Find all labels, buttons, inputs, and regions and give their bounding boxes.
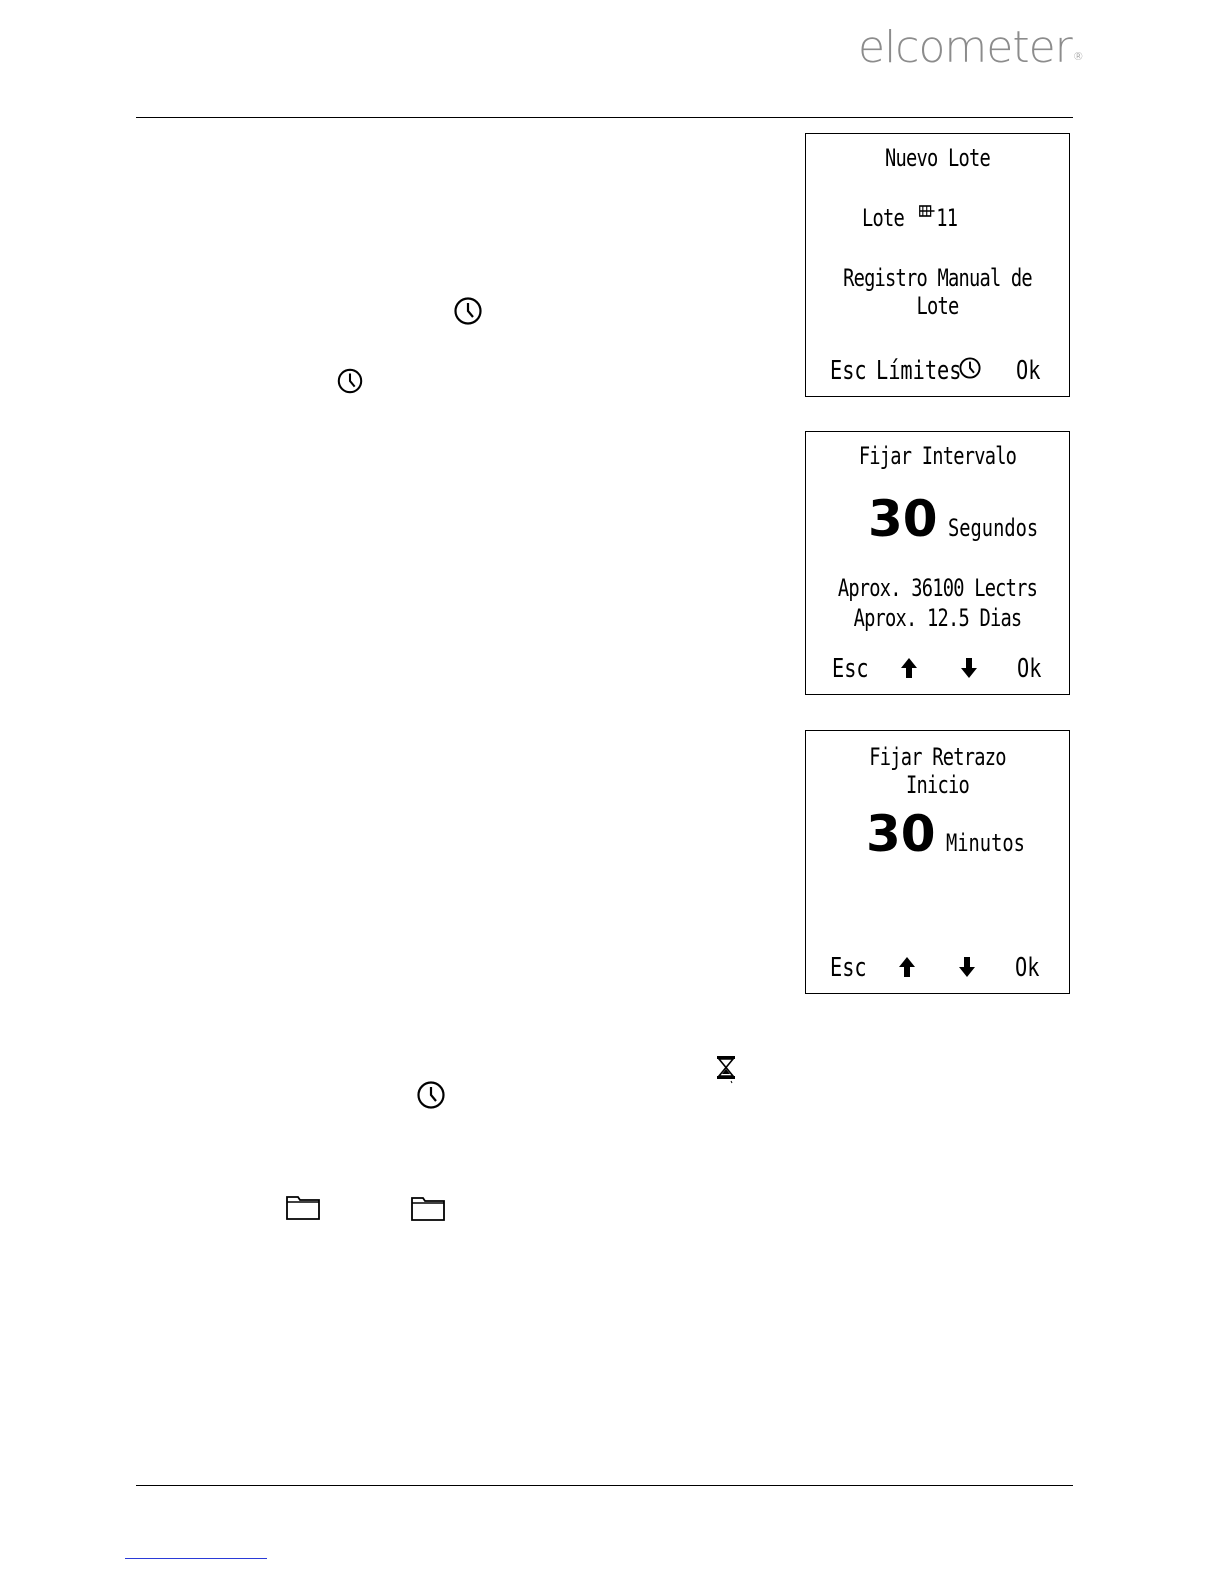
batch-label: Lote bbox=[862, 204, 904, 232]
clock-icon bbox=[336, 367, 364, 395]
softkey-esc[interactable]: Esc bbox=[832, 654, 869, 684]
softkey-ok[interactable]: Ok bbox=[1015, 953, 1040, 983]
softkey-ok[interactable]: Ok bbox=[1017, 654, 1042, 684]
interval-unit: Segundos bbox=[947, 514, 1038, 542]
delay-value-row bbox=[866, 805, 1047, 863]
clock-icon[interactable] bbox=[958, 356, 982, 380]
footer-link-underline[interactable] bbox=[125, 1558, 267, 1559]
elcometer-logo bbox=[858, 22, 1083, 73]
down-arrow-icon[interactable] bbox=[958, 656, 980, 680]
down-arrow-icon[interactable] bbox=[956, 955, 978, 979]
batch-icon bbox=[919, 204, 936, 220]
screen-title: Fijar Retrazo Inicio bbox=[869, 743, 1006, 799]
up-arrow-icon[interactable] bbox=[898, 656, 920, 680]
lcd-screen-set-interval bbox=[805, 431, 1070, 695]
softkey-esc[interactable]: Esc bbox=[830, 953, 867, 983]
clock-icon bbox=[416, 1080, 446, 1110]
softkey-esc[interactable]: Esc bbox=[830, 356, 867, 386]
up-arrow-icon[interactable] bbox=[896, 955, 918, 979]
softkey-ok[interactable]: Ok bbox=[1016, 356, 1041, 386]
interval-value: 30 bbox=[868, 490, 938, 548]
delay-value: 30 bbox=[866, 805, 936, 863]
batch-number: 11 bbox=[936, 204, 958, 232]
interval-value-row bbox=[868, 490, 1063, 548]
approx-days: Aprox. 12.5 Dias bbox=[853, 604, 1022, 632]
screen-title: Nuevo Lote bbox=[885, 144, 990, 172]
hourglass-icon bbox=[715, 1054, 737, 1084]
screen-title: Fijar Intervalo bbox=[858, 442, 1017, 470]
mode-label: Registro Manual de Lote bbox=[843, 264, 1032, 320]
logo-text: elcometer bbox=[858, 22, 1072, 73]
batch-line bbox=[862, 204, 957, 232]
clock-icon bbox=[453, 296, 483, 326]
lcd-screen-new-batch bbox=[805, 133, 1070, 397]
registered-mark: ® bbox=[1072, 50, 1083, 63]
delay-unit: Minutos bbox=[945, 829, 1025, 857]
header-rule bbox=[136, 117, 1073, 118]
softkey-limits[interactable]: Límites bbox=[876, 356, 962, 386]
folder-icon bbox=[410, 1194, 446, 1222]
folder-icon bbox=[285, 1193, 321, 1221]
lcd-screen-set-start-delay bbox=[805, 730, 1070, 994]
approx-readings: Aprox. 36100 Lectrs bbox=[837, 574, 1038, 602]
footer-rule bbox=[136, 1485, 1073, 1486]
